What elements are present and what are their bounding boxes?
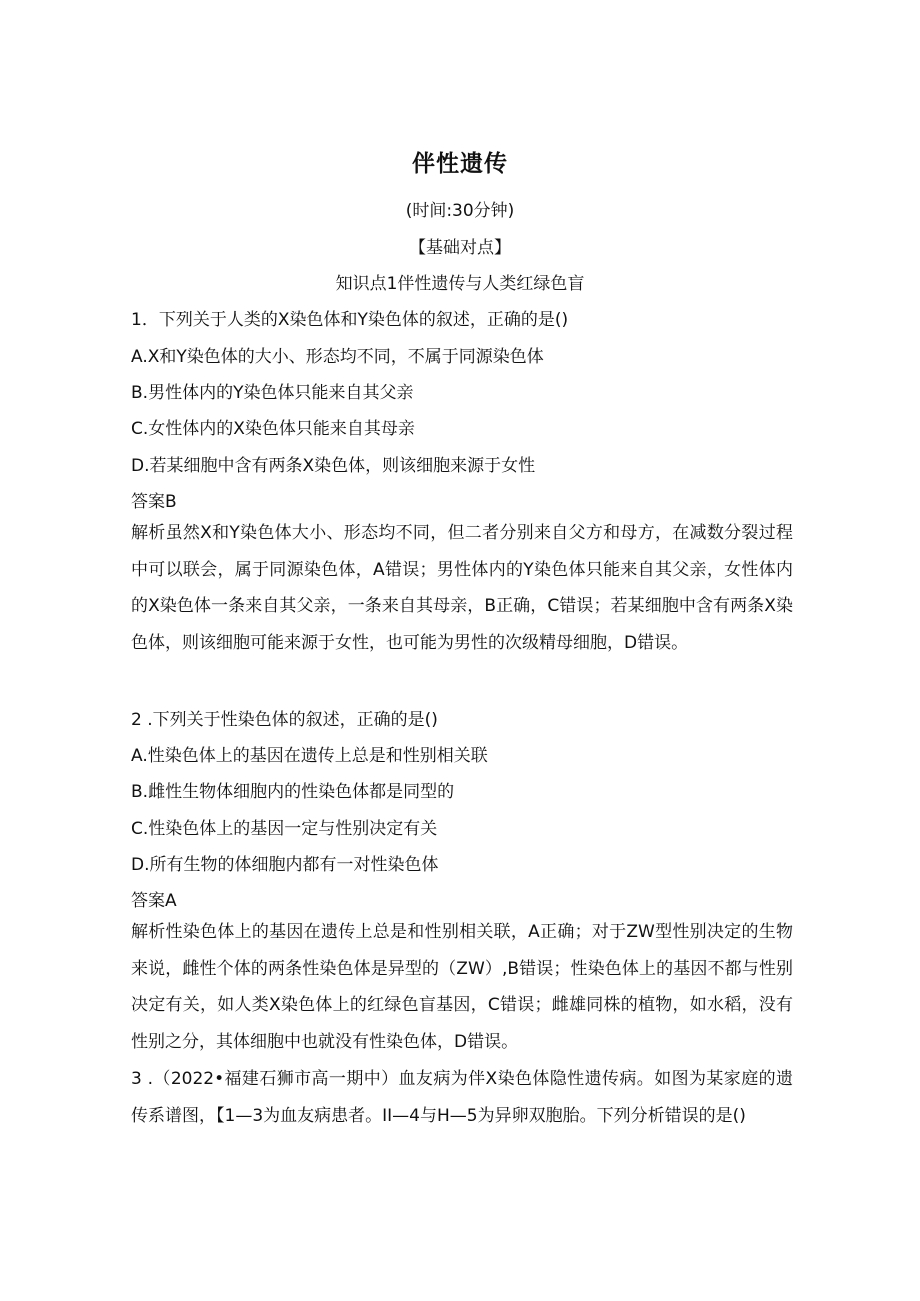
- question-1-option-c: C.女性体内的X染色体只能来自其母亲: [131, 419, 415, 439]
- question-1-explanation: 解析虽然X和Y染色体大小、形态均不同，但二者分别来自父方和母方，在减数分裂过程中可以联会，属于同源染色体，A错误；男性体内的Y染色体只能来自其父亲，女性体内的X染色体一条来自其父亲，一条来自其母亲，B正确，C错误；若某细胞中含有两条X染色体，则该细胞可能来源于女性，也可能为男性的次级精母细胞，D错误。: [131, 523, 793, 653]
- question-2-option-d: D.所有生物的体细胞内都有一对性染色体: [131, 855, 439, 875]
- knowledge-point-heading: 知识点1伴性遗传与人类红绿色盲: [335, 274, 585, 294]
- question-2-stem: 2 .下列关于性染色体的叙述，正确的是(): [131, 710, 438, 730]
- section-heading: 【基础对点】: [409, 238, 511, 258]
- question-1-answer: 答案B: [131, 492, 177, 512]
- question-2-option-b: B.雌性生物体细胞内的性染色体都是同型的: [131, 782, 455, 802]
- question-1-stem: 1．下列关于人类的X染色体和Y染色体的叙述，正确的是(): [131, 310, 569, 330]
- question-1-option-a: A.X和Y染色体的大小、形态均不同，不属于同源染色体: [131, 347, 544, 367]
- time-note: (时间:30分钟): [405, 201, 515, 221]
- question-1-option-d: D.若某细胞中含有两条X染色体，则该细胞来源于女性: [131, 456, 536, 476]
- question-3-stem: 3 .（2022•福建石狮市高一期中）血友病为伴X染色体隐性遗传病。如图为某家庭的遗传系谱图，【1—3为血友病患者。II—4与H—5为异卵双胞胎。下列分析错误的是(): [131, 1069, 793, 1126]
- question-2-explanation: 解析性染色体上的基因在遗传上总是和性别相关联，A正确；对于ZW型性别决定的生物来说，雌性个体的两条性染色体是异型的（ZW）,B错误；性染色体上的基因不都与性别决定有关，如人类X染色体上的红绿色盲基因，C错误；雌雄同株的植物，如水稻，没有性别之分，其体细胞中也就没有性染色体，D错误。: [131, 922, 793, 1052]
- question-1-option-b: B.男性体内的Y染色体只能来自其父亲: [131, 383, 414, 403]
- question-2-option-c: C.性染色体上的基因一定与性别决定有关: [131, 819, 438, 839]
- question-2-option-a: A.性染色体上的基因在遗传上总是和性别相关联: [131, 746, 488, 766]
- question-2-answer: 答案A: [131, 891, 177, 911]
- page-title: 伴性遗传: [412, 151, 508, 177]
